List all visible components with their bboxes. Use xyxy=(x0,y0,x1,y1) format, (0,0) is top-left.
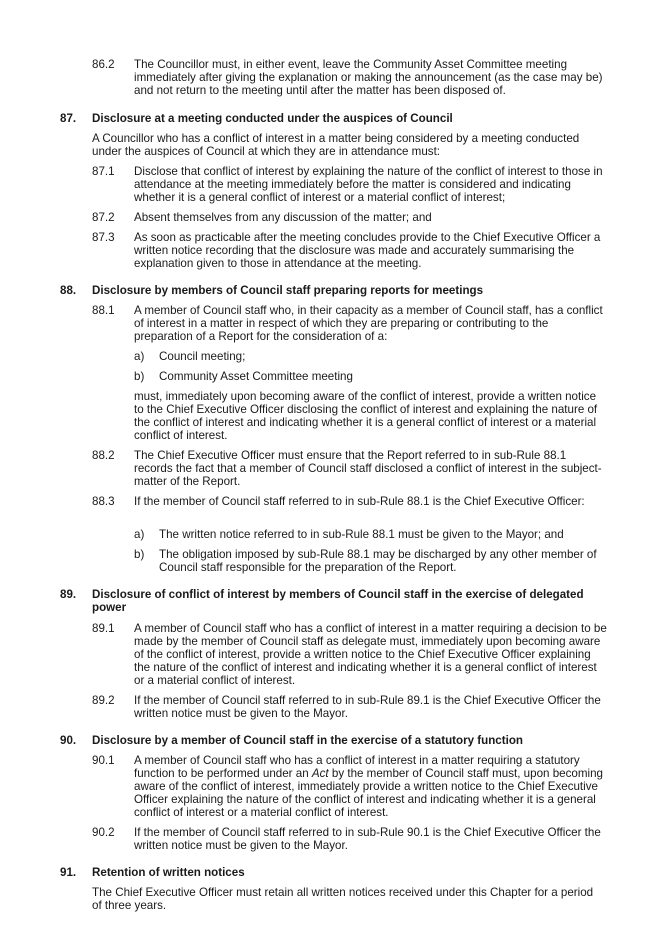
clause-86-2 xyxy=(92,58,607,97)
subclause-letter: b) xyxy=(134,548,145,561)
subclause-text: The written notice referred to in sub-Rule 88.1 must be given to the Mayor; and xyxy=(159,528,564,541)
clause-88-3-b xyxy=(134,548,604,574)
clause-number: 87.2 xyxy=(92,211,115,224)
clause-text: A member of Council staff who, in their capacity as a member of Council staff, has a conflict of interest in a matter in respect of which they are preparing or contributing to the preparation of a Report for the consideration of a: xyxy=(134,304,603,343)
clause-88-1-a xyxy=(134,350,604,363)
section-90-heading xyxy=(60,734,620,747)
clause-number: 90.1 xyxy=(92,754,115,767)
clause-number: 90.2 xyxy=(92,826,115,839)
clause-88-3 xyxy=(92,495,607,508)
section-title: Disclosure at a meeting conducted under the auspices of Council xyxy=(92,112,453,125)
section-91-heading xyxy=(60,866,620,879)
clause-text: If the member of Council staff referred to in sub-Rule 90.1 is the Chief Executive Officer the written notice must be given to the Mayor. xyxy=(134,826,601,852)
clause-text: A member of Council staff who has a conflict of interest in a matter requiring a decision to be made by the member of Council staff as delegate must, immediately upon becoming aware of the conflict of interest, provide a written notice to the Chief Executive Officer explaining the nature of the conflict of interest and indicating whether it is a general conflict of interest or a material conflict of interest. xyxy=(134,622,607,687)
clause-87-1 xyxy=(92,165,607,204)
clause-number: 88.3 xyxy=(92,495,115,508)
section-91-text: The Chief Executive Officer must retain all written notices received under this Chapter for a period of three years. xyxy=(92,886,594,912)
subclause-text: The obligation imposed by sub-Rule 88.1 may be discharged by any other member of Council staff responsible for the preparation of the Report. xyxy=(159,548,597,574)
section-number: 91. xyxy=(60,866,77,879)
section-title: Disclosure of conflict of interest by members of Council staff in the exercise of delegated power xyxy=(92,588,584,614)
subclause-letter: a) xyxy=(134,350,145,363)
clause-number: 87.3 xyxy=(92,231,115,244)
section-title: Retention of written notices xyxy=(92,866,245,879)
clause-text: If the member of Council staff referred to in sub-Rule 89.1 is the Chief Executive Officer the written notice must be given to the Mayor. xyxy=(134,694,601,720)
clause-number: 89.1 xyxy=(92,622,115,635)
subclause-text: Council meeting; xyxy=(159,350,246,363)
clause-90-2 xyxy=(92,826,607,852)
section-number: 88. xyxy=(60,284,77,297)
section-number: 87. xyxy=(60,112,77,125)
clause-88-1-b xyxy=(134,370,604,383)
clause-text-part: by the member of Council staff must, upon becoming aware of the conflict of interest, immediately provide a written notice to the Chief Executive Officer explaining the nature of the conflict of interest and indicating whether it is a general conflict of interest or a material conflict of interest. xyxy=(134,767,603,819)
section-title: Disclosure by a member of Council staff in the exercise of a statutory function xyxy=(92,734,523,747)
clause-number: 86.2 xyxy=(92,58,115,71)
clause-text: Disclose that conflict of interest by explaining the nature of the conflict of interest to those in attendance at the meeting immediately before the matter is considered and indicating whether it is a general conflict of interest or a material conflict of interest; xyxy=(134,165,603,204)
clause-89-1 xyxy=(92,622,607,687)
clause-text: If the member of Council staff referred to in sub-Rule 88.1 is the Chief Executive Officer: xyxy=(134,495,585,508)
clause-87-2 xyxy=(92,211,607,224)
clause-89-2 xyxy=(92,694,607,720)
section-number: 90. xyxy=(60,734,77,747)
clause-88-3-a xyxy=(134,528,604,541)
section-number: 89. xyxy=(60,588,77,601)
clause-number: 87.1 xyxy=(92,165,115,178)
act-term: Act xyxy=(311,767,329,780)
clause-text: The Councillor must, in either event, leave the Community Asset Committee meeting immediately after giving the explanation or making the announcement (as the case may be) and not return to the meeting until after the matter has been disposed of. xyxy=(134,58,603,97)
clause-87-3 xyxy=(92,231,607,270)
clause-number: 88.2 xyxy=(92,449,115,462)
clause-number: 88.1 xyxy=(92,304,115,317)
clause-text xyxy=(134,754,607,819)
subclause-text: Community Asset Committee meeting xyxy=(159,370,353,383)
clause-90-1 xyxy=(92,754,607,819)
clause-text: Absent themselves from any discussion of the matter; and xyxy=(134,211,432,224)
section-87-intro: A Councillor who has a conflict of interest in a matter being considered by a meeting conducted under the auspices of Council at which they are in attendance must: xyxy=(92,132,580,158)
section-87-heading xyxy=(60,112,620,125)
section-89-heading xyxy=(60,588,620,614)
subclause-letter: a) xyxy=(134,528,145,541)
section-88-heading xyxy=(60,284,620,297)
clause-88-1-continuation: must, immediately upon becoming aware of the conflict of interest, provide a written notice to the Chief Executive Officer disclosing the conflict of interest and explaining the nature of the conflict of interest and indicating whether it is a general conflict of interest or a material conflict of interest. xyxy=(134,390,598,442)
clause-text: As soon as practicable after the meeting concludes provide to the Chief Executive Officer a written notice recording that the disclosure was made and accurately summarising the explanation given to those in attendance at the meeting. xyxy=(134,231,601,270)
subclause-letter: b) xyxy=(134,370,145,383)
clause-text: The Chief Executive Officer must ensure that the Report referred to in sub-Rule 88.1 records the fact that a member of Council staff disclosed a conflict of interest in the subject-matter of the Report. xyxy=(134,449,602,488)
clause-text-part: A member of Council staff who has a conflict of interest in a matter requiring a statutory function to be performed under an xyxy=(134,754,580,780)
clause-88-1 xyxy=(92,304,607,343)
section-title: Disclosure by members of Council staff preparing reports for meetings xyxy=(92,284,484,297)
clause-number: 89.2 xyxy=(92,694,115,707)
clause-88-2 xyxy=(92,449,607,488)
